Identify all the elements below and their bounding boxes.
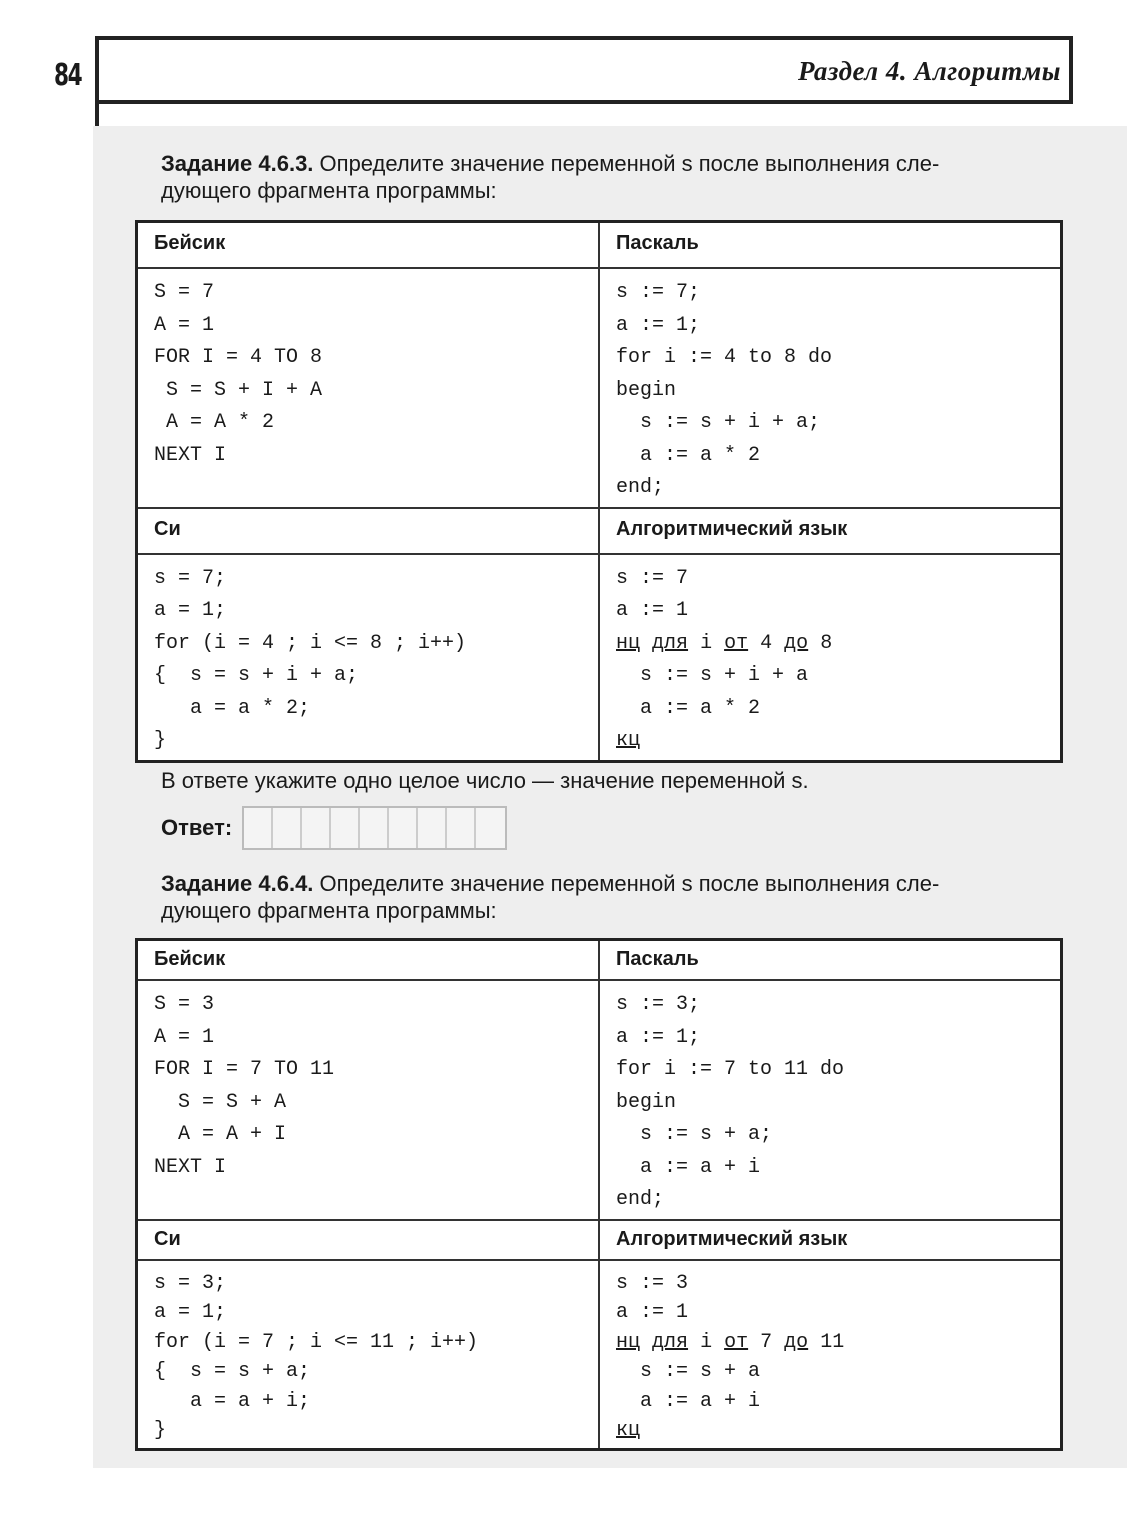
code-line: a := 1; <box>616 313 701 337</box>
answer-label: Ответ: <box>161 815 233 840</box>
code-line <box>616 1416 1044 1446</box>
task-label: Задание 4.6.4. <box>161 871 314 896</box>
page-number: 84 <box>54 58 82 93</box>
code-line: A = A * 2 <box>154 411 275 434</box>
keyword: нц <box>616 631 641 655</box>
keyword: до <box>784 631 809 655</box>
code-line: FOR I = 7 TO 11 <box>154 1058 335 1081</box>
code-line: s := s + i + a; <box>616 411 821 434</box>
header-c: Си <box>137 508 600 554</box>
code-line: A = 1 <box>154 1025 215 1049</box>
code-line: for (i = 7 ; i <= 11 ; i++) <box>154 1330 479 1354</box>
code-line: { s = s + i + a; <box>154 664 359 687</box>
code-line: a := a * 2 <box>616 443 761 467</box>
answer-cell[interactable] <box>331 808 360 848</box>
keyword: от <box>724 631 749 655</box>
code-line: A = 1 <box>154 313 215 337</box>
code-line: a = a + i; <box>154 1389 311 1413</box>
code-basic <box>137 268 600 508</box>
keyword: от <box>724 1330 749 1354</box>
answer-cell[interactable] <box>273 808 302 848</box>
code-line: begin <box>616 378 677 402</box>
code-line <box>616 725 1044 758</box>
code-basic <box>137 980 600 1220</box>
header-divider <box>95 104 99 128</box>
loop-to: 11 <box>820 1330 845 1354</box>
task-statement <box>161 870 1061 924</box>
section-title: Раздел 4. Алгоритмы <box>797 56 1061 86</box>
code-line: end; <box>616 1188 665 1211</box>
code-algo <box>599 554 1062 762</box>
code-line: } <box>154 729 167 752</box>
code-line: a := 1; <box>616 1025 701 1049</box>
code-line: a := a * 2 <box>616 696 761 720</box>
code-line: A = A + I <box>154 1123 287 1146</box>
answer-cell[interactable] <box>418 808 447 848</box>
code-line: { s = s + a; <box>154 1360 311 1383</box>
code-c <box>137 1260 600 1450</box>
header-pascal: Паскаль <box>599 222 1062 269</box>
code-line: S = 3 <box>154 993 215 1016</box>
code-line: NEXT I <box>154 1155 227 1179</box>
loop-from: 7 <box>760 1330 773 1354</box>
code-pascal <box>599 268 1062 508</box>
code-line: NEXT I <box>154 443 227 467</box>
code-line: a := 1 <box>616 1301 689 1324</box>
code-line: end; <box>616 476 665 499</box>
code-line: a = 1; <box>154 599 227 622</box>
answer-cell[interactable] <box>244 808 273 848</box>
code-c <box>137 554 600 762</box>
loop-var: i <box>700 1330 713 1354</box>
answer-cell[interactable] <box>302 808 331 848</box>
code-line <box>616 628 1044 661</box>
code-line: s := s + a <box>616 1360 761 1383</box>
keyword: для <box>652 1330 689 1354</box>
answer-cell[interactable] <box>447 808 476 848</box>
code-line <box>616 1328 1044 1358</box>
header-algo: Алгоритмический язык <box>599 1220 1062 1260</box>
code-line: s := 7 <box>616 566 689 590</box>
code-line: S = S + A <box>154 1090 287 1114</box>
answer-cell[interactable] <box>360 808 389 848</box>
code-algo <box>599 1260 1062 1450</box>
keyword: для <box>652 631 689 655</box>
code-line: s := 7; <box>616 281 701 304</box>
header-algo: Алгоритмический язык <box>599 508 1062 554</box>
code-pascal <box>599 980 1062 1220</box>
header-c: Си <box>137 1220 600 1260</box>
keyword: нц <box>616 1330 641 1354</box>
content-area <box>93 126 1127 1468</box>
header-pascal: Паскаль <box>599 940 1062 981</box>
code-line: s := s + i + a <box>616 664 809 687</box>
code-line: a := 1 <box>616 599 689 622</box>
answer-input[interactable] <box>242 806 507 850</box>
code-line: s := 3; <box>616 993 701 1016</box>
code-table <box>135 220 1063 763</box>
code-line: S = S + I + A <box>154 378 323 402</box>
answer-note: В ответе укажите одно целое число — значение переменной s. <box>161 768 809 793</box>
code-line: a = 1; <box>154 1301 227 1324</box>
code-line: S = 7 <box>154 281 215 304</box>
task-text-line2: дующего фрагмента программы: <box>161 178 497 203</box>
keyword: до <box>784 1330 809 1354</box>
code-line: s := 3 <box>616 1271 689 1295</box>
header-basic: Бейсик <box>137 940 600 981</box>
code-line: } <box>154 1419 167 1442</box>
task-text-line1: Определите значение переменной s после выполнения сле- <box>319 871 940 896</box>
answer-row <box>161 806 507 850</box>
code-line: for (i = 4 ; i <= 8 ; i++) <box>154 631 467 655</box>
answer-cell[interactable] <box>476 808 505 848</box>
code-line: for i := 7 to 11 do <box>616 1058 845 1081</box>
code-line: FOR I = 4 TO 8 <box>154 346 323 369</box>
answer-cell[interactable] <box>389 808 418 848</box>
code-line: s := s + a; <box>616 1123 773 1146</box>
code-line: a = a * 2; <box>154 696 311 720</box>
task-text-line1: Определите значение переменной s после выполнения сле- <box>319 151 940 176</box>
code-line: begin <box>616 1090 677 1114</box>
code-line: for i := 4 to 8 do <box>616 346 833 369</box>
code-line: a := a + i <box>616 1389 761 1413</box>
keyword: кц <box>616 1419 641 1442</box>
loop-var: i <box>700 631 713 655</box>
loop-from: 4 <box>760 631 773 655</box>
header-basic: Бейсик <box>137 222 600 269</box>
code-line: s = 3; <box>154 1271 227 1295</box>
keyword: кц <box>616 729 641 752</box>
task-statement <box>161 150 1061 204</box>
code-line: a := a + i <box>616 1155 761 1179</box>
code-table <box>135 938 1063 1451</box>
task-label: Задание 4.6.3. <box>161 151 314 176</box>
section-header <box>95 36 1073 104</box>
loop-to: 8 <box>820 631 833 655</box>
task-text-line2: дующего фрагмента программы: <box>161 898 497 923</box>
code-line: s = 7; <box>154 566 227 590</box>
